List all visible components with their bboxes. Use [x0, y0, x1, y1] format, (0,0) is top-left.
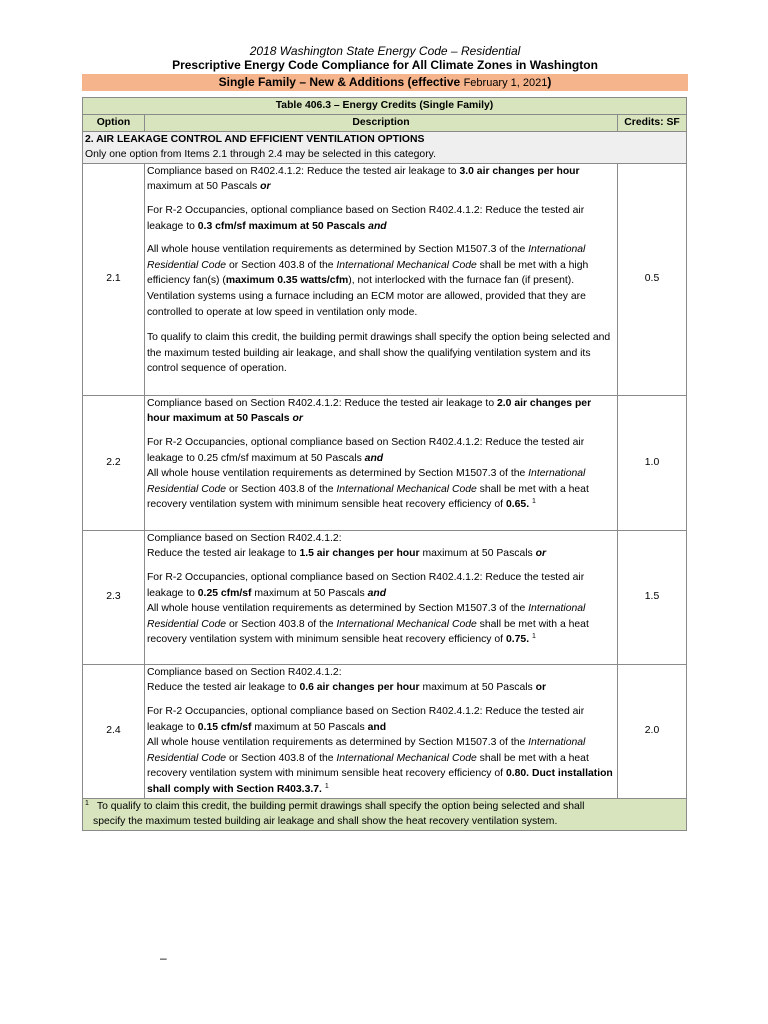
- table-row: [83, 664, 687, 798]
- text-bold-italic: and: [364, 452, 384, 464]
- table-row: [83, 395, 687, 530]
- description-paragraph: [147, 396, 615, 427]
- footnote-row: [83, 798, 687, 830]
- text: For R-2 Occupancies, optional compliance based on Section R402.4.1.2: Reduce the tested air leakage to: [146, 705, 585, 733]
- text-bold-italic: or: [260, 181, 271, 193]
- document-title: Prescriptive Energy Code Compliance for All Climate Zones in Washington: [172, 58, 598, 72]
- banner-close: ): [547, 75, 552, 89]
- text-bold: 0.6 air changes per hour: [299, 682, 420, 694]
- credit-value: 2.0: [618, 664, 687, 798]
- footnote-line: To qualify to claim this credit, the building permit drawings shall specify the option being selected and shall: [96, 800, 585, 812]
- text: shall be met with a heat recovery ventilation system with minimum sensible heat recovery efficiency of: [146, 483, 589, 511]
- table-row: [83, 163, 687, 395]
- text-bold: 1.5 air changes per hour: [299, 548, 420, 560]
- text-bold: maximum 0.35 watts/cfm: [225, 275, 349, 287]
- text: or Section 403.8 of the: [226, 618, 337, 630]
- text-bold: 0.80. Duct installation shall comply with Section R403.3.7: [146, 768, 613, 795]
- description-paragraph: [147, 704, 615, 798]
- text: shall be met with a high efficiency fan(s) (: [146, 259, 589, 287]
- text-bold-italic: or: [535, 548, 547, 560]
- text: maximum at 50 Pascals: [419, 548, 536, 560]
- option-number: 2.1: [83, 163, 145, 395]
- footnote-line: specify the maximum tested building air leakage and shall show the heat recovery ventilation system.: [93, 816, 558, 828]
- text: Reduce the tested air leakage to: [146, 548, 300, 560]
- category-note: Only one option from Items 2.1 through 2.4 may be selected in this category.: [85, 149, 436, 161]
- credit-value: 1.5: [618, 530, 687, 664]
- text-italic: International Mechanical Code: [336, 752, 477, 764]
- footnote-mark: 1: [85, 799, 89, 807]
- credit-value: 0.5: [618, 163, 687, 395]
- description-paragraph: [147, 570, 615, 648]
- document-subtitle: 2018 Washington State Energy Code – Residential: [249, 44, 521, 58]
- description-paragraph: [147, 164, 615, 195]
- category-title: 2. AIR LEAKAGE CONTROL AND EFFICIENT VENTILATION OPTIONS: [85, 133, 425, 145]
- text-bold: .: [526, 499, 532, 511]
- text-bold-italic: and: [367, 587, 387, 599]
- option-description: [144, 395, 617, 530]
- text-bold: .: [526, 634, 532, 646]
- text: All whole house ventilation requirements as determined by Section M1507.3 of the: [146, 603, 529, 615]
- option-description: [144, 530, 617, 664]
- text: maximum at 50 Pascals: [419, 682, 536, 694]
- description-paragraph: [147, 203, 615, 234]
- text: For R-2 Occupancies, optional compliance based on Section R402.4.1.2: Reduce the tested air leakage to: [146, 571, 585, 599]
- text: Compliance based on R402.4.1.2: Reduce the tested air leakage to: [146, 165, 460, 177]
- credit-value: 1.0: [618, 395, 687, 530]
- text: For R-2 Occupancies, optional compliance based on Section R402.4.1.2: Reduce the tested air leakage to: [146, 204, 585, 232]
- text-italic: International Residential Code: [146, 603, 586, 630]
- text-bold: and: [367, 721, 387, 733]
- table-title-row: [83, 98, 687, 115]
- section-banner: [82, 74, 688, 91]
- option-description: [144, 664, 617, 798]
- text-bold-italic: or: [292, 413, 303, 425]
- text-italic: International Residential Code: [146, 244, 586, 271]
- column-header-credits: Credits: SF: [618, 114, 687, 131]
- text: or Section 403.8 of the: [226, 483, 337, 495]
- energy-credits-table: [82, 97, 687, 831]
- text: For R-2 Occupancies, optional compliance based on Section R402.4.1.2: Reduce the tested air leakage to 0.25 cfm/sf maximum at 50 Pascals: [146, 436, 585, 464]
- text-bold: 0.3 cfm/sf maximum at 50 Pascals: [197, 220, 369, 232]
- text: or Section 403.8 of the: [226, 752, 337, 764]
- text-italic: International Mechanical Code: [336, 259, 477, 271]
- text-italic: International Residential Code: [146, 468, 586, 495]
- text: All whole house ventilation requirements as determined by Section M1507.3 of the: [146, 737, 529, 749]
- category-cell: [83, 131, 687, 163]
- text-italic: International Residential Code: [146, 737, 586, 764]
- footnote-ref: 1: [324, 782, 329, 790]
- text-bold: 0.75: [505, 634, 527, 646]
- text-bold-italic: and: [368, 220, 387, 232]
- text-bold: 0.65: [505, 499, 527, 511]
- effective-date: February 1, 2021: [463, 77, 548, 89]
- description-paragraph: To qualify to claim this credit, the building permit drawings shall specify the option being selected and the maximum tested building air leakage, and shall show the qualifying ventilation system and its control sequence of operation.: [146, 332, 611, 375]
- option-description: [144, 163, 617, 395]
- table-header-row: [83, 114, 687, 131]
- text-bold: 3.0 air changes per hour: [459, 165, 580, 177]
- text: shall be met with a heat recovery ventilation system with minimum sensible heat recovery efficiency of: [146, 618, 589, 646]
- column-header-option: Option: [83, 114, 145, 131]
- column-header-description: Description: [144, 114, 617, 131]
- description-paragraph: [147, 242, 615, 320]
- text: or Section 403.8 of the: [226, 259, 337, 271]
- text-bold: or: [535, 682, 547, 694]
- text-italic: International Mechanical Code: [336, 618, 477, 630]
- table-title: Table 406.3 – Energy Credits (Single Family): [83, 98, 687, 115]
- description-paragraph: [147, 435, 615, 513]
- text: ), not interlocked with the furnace fan (if present). Ventilation systems using a furnace including an ECM motor are allowed, provided that they are controlled to operate at low speed in ventilation only mode.: [146, 275, 586, 318]
- text: Compliance based on Section R402.4.1.2:: [146, 666, 342, 678]
- description-paragraph: [147, 665, 615, 696]
- text-bold: 0.25 cfm/sf: [197, 587, 252, 599]
- banner-text: Single Family – New & Additions (effective: [218, 75, 464, 89]
- option-number: 2.3: [83, 530, 145, 664]
- text: maximum at 50 Pascals: [251, 721, 368, 733]
- footnote-ref: 1: [531, 498, 536, 506]
- text-bold: 2.0 air changes per hour maximum at 50 Pascals: [146, 397, 592, 425]
- option-number: 2.4: [83, 664, 145, 798]
- page-mark: –: [160, 951, 167, 965]
- text-bold: 0.15 cfm/sf: [197, 721, 252, 733]
- text: All whole house ventilation requirements as determined by Section M1507.3 of the: [146, 244, 529, 256]
- text: All whole house ventilation requirements as determined by Section M1507.3 of the: [146, 468, 529, 480]
- table-row: [83, 530, 687, 664]
- option-number: 2.2: [83, 395, 145, 530]
- description-paragraph: [147, 531, 615, 562]
- text: maximum at 50 Pascals: [146, 181, 261, 193]
- text-bold: .: [319, 783, 325, 795]
- text: Reduce the tested air leakage to: [146, 682, 300, 694]
- footnote-cell: [83, 798, 687, 830]
- text: shall be met with a heat recovery ventilation system with minimum sensible heat recovery efficiency of: [146, 752, 589, 780]
- text: Compliance based on Section R402.4.1.2: Reduce the tested air leakage to: [146, 397, 497, 409]
- text: Compliance based on Section R402.4.1.2:: [146, 532, 342, 544]
- text: maximum at 50 Pascals: [251, 587, 368, 599]
- category-row: [83, 131, 687, 163]
- footnote-ref: 1: [531, 633, 536, 641]
- text-italic: International Mechanical Code: [336, 483, 477, 495]
